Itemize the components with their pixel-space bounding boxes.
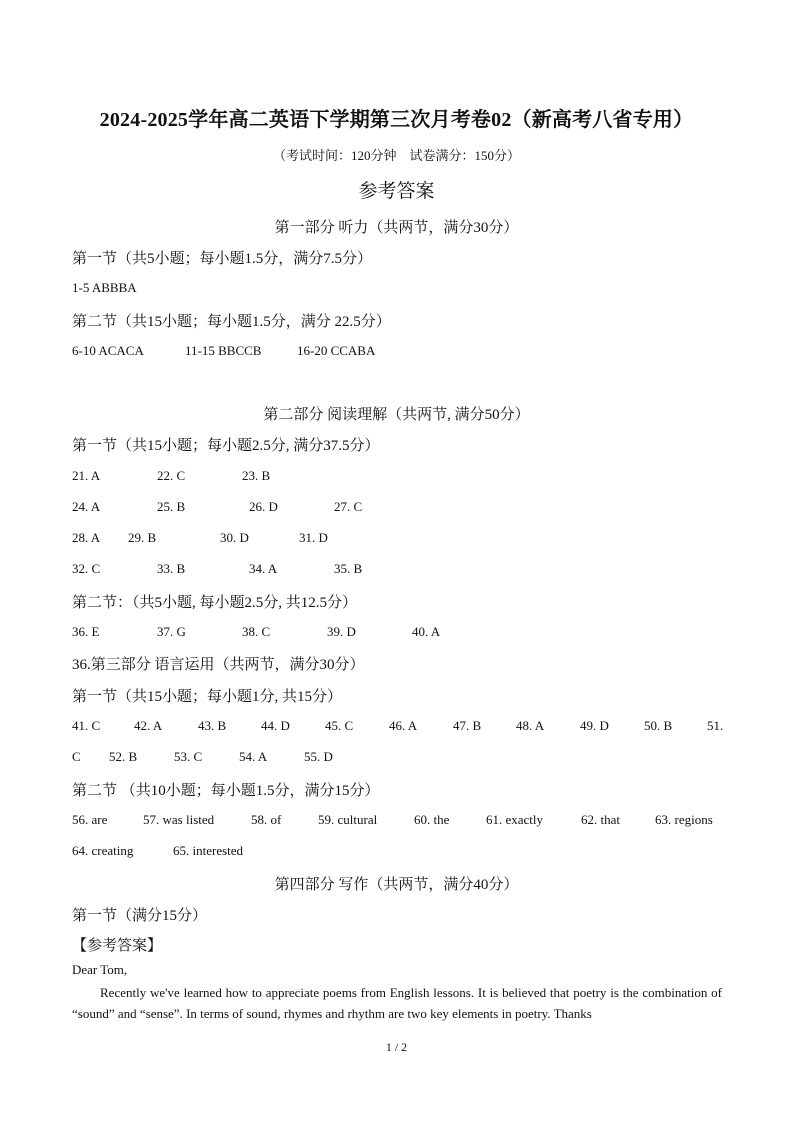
page-title: 2024-2025学年高二英语下学期第三次月考卷02（新高考八省专用）	[99, 109, 694, 131]
answer-item: 57. was listed	[143, 812, 215, 827]
answer-item: 23. B	[242, 468, 271, 483]
answer-group: 6-10 ACACA	[72, 343, 144, 358]
part2-sec1-heading: 第一节（共15小题；每小题2.5分, 满分37.5分）	[72, 438, 380, 454]
answer-item: 59. cultural	[318, 812, 378, 827]
answer-item: 40. A	[412, 624, 441, 639]
answer-item: 31. D	[299, 530, 328, 545]
exam-info: （考试时间：120分钟 试卷满分：150分）	[272, 148, 520, 163]
answer-item: 48. A	[516, 718, 545, 733]
answer-item: 45. C	[325, 718, 354, 733]
answer-item: 35. B	[334, 561, 363, 576]
answer-group: 1-5 ABBBA	[72, 280, 137, 295]
answer-item: 21. A	[72, 468, 101, 483]
answer-item: 37. G	[157, 624, 186, 639]
answer-group: 11-15 BBCCB	[185, 343, 262, 358]
answer-item: 61. exactly	[486, 812, 544, 827]
answer-item: 39. D	[327, 624, 356, 639]
letter-salutation: Dear Tom,	[72, 962, 128, 977]
answer-row	[0, 812, 793, 830]
answer-item: 54. A	[239, 749, 268, 764]
answer-row	[0, 530, 793, 548]
answer-item: 41. C	[72, 718, 101, 733]
answer-row	[0, 749, 793, 767]
part4-heading: 第四部分 写作（共两节，满分40分）	[274, 877, 519, 893]
part1-sec1-answers	[72, 280, 137, 296]
answer-item: 65. interested	[173, 843, 244, 858]
answer-item: 51.	[707, 718, 724, 733]
answer-group: 16-20 CCABA	[297, 343, 376, 358]
answers-heading: 参考答案	[358, 181, 435, 202]
answer-item: 24. A	[72, 499, 101, 514]
answer-row	[0, 561, 793, 579]
page-number: 1 / 2	[385, 1040, 408, 1054]
answer-item: 32. C	[72, 561, 101, 576]
part1-sec1-heading: 第一节（共5小题；每小题1.5分，满分7.5分）	[72, 251, 373, 267]
answer-item: 47. B	[453, 718, 482, 733]
part3-sec2-heading: 第二节 （共10小题；每小题1.5分，满分15分）	[72, 783, 380, 799]
answer-item: 28. A	[72, 530, 101, 545]
answer-item: 63. regions	[655, 812, 713, 827]
answer-row	[0, 499, 793, 517]
answer-item: 44. D	[261, 718, 290, 733]
answer-row	[0, 843, 793, 861]
part2-heading: 第二部分 阅读理解（共两节, 满分50分）	[263, 407, 530, 423]
part1-sec2-answers	[0, 343, 793, 361]
answer-item: 60. the	[414, 812, 450, 827]
answer-item: 46. A	[389, 718, 418, 733]
answer-row	[0, 624, 793, 642]
answer-item: 52. B	[109, 749, 138, 764]
answer-item: C	[72, 749, 81, 764]
answer-item: 33. B	[157, 561, 186, 576]
answer-row	[0, 718, 793, 736]
answer-item: 55. D	[304, 749, 333, 764]
answer-item: 53. C	[174, 749, 203, 764]
answer-item: 36. E	[72, 624, 100, 639]
answer-item: 49. D	[580, 718, 609, 733]
answer-item: 56. are	[72, 812, 108, 827]
answer-item: 43. B	[198, 718, 227, 733]
part4-sec1-heading: 第一节（满分15分）	[72, 908, 208, 924]
answer-label: 【参考答案】	[72, 938, 163, 954]
part3-heading: 36.第三部分 语言运用（共两节，满分30分）	[72, 657, 365, 673]
answer-item: 29. B	[128, 530, 157, 545]
answer-item: 42. A	[134, 718, 163, 733]
part2-sec2-heading: 第二节：（共5小题, 每小题2.5分, 共12.5分）	[72, 595, 358, 611]
part1-heading: 第一部分 听力（共两节，满分30分）	[274, 220, 519, 236]
answer-item: 26. D	[249, 499, 278, 514]
part3-sec1-heading: 第一节（共15小题；每小题1分, 共15分）	[72, 689, 343, 705]
answer-item: 50. B	[644, 718, 673, 733]
answer-item: 34. A	[249, 561, 278, 576]
answer-item: 27. C	[334, 499, 363, 514]
answer-item: 62. that	[581, 812, 620, 827]
part1-sec2-heading: 第二节（共15小题；每小题1.5分，满分 22.5分）	[72, 314, 391, 330]
answer-item: 38. C	[242, 624, 271, 639]
answer-item: 64. creating	[72, 843, 134, 858]
answer-item: 30. D	[220, 530, 249, 545]
letter-paragraph: Recently we've learned how to appreciate poems from English lessons. It is believed that poetry is the combination of “sound” and “sense”. In terms of sound, rhymes and rhythm are two key elements in poetry. Thanks	[72, 985, 722, 1021]
answer-item: 22. C	[157, 468, 186, 483]
answer-item: 25. B	[157, 499, 186, 514]
answer-item: 58. of	[251, 812, 282, 827]
answer-row	[0, 468, 793, 486]
